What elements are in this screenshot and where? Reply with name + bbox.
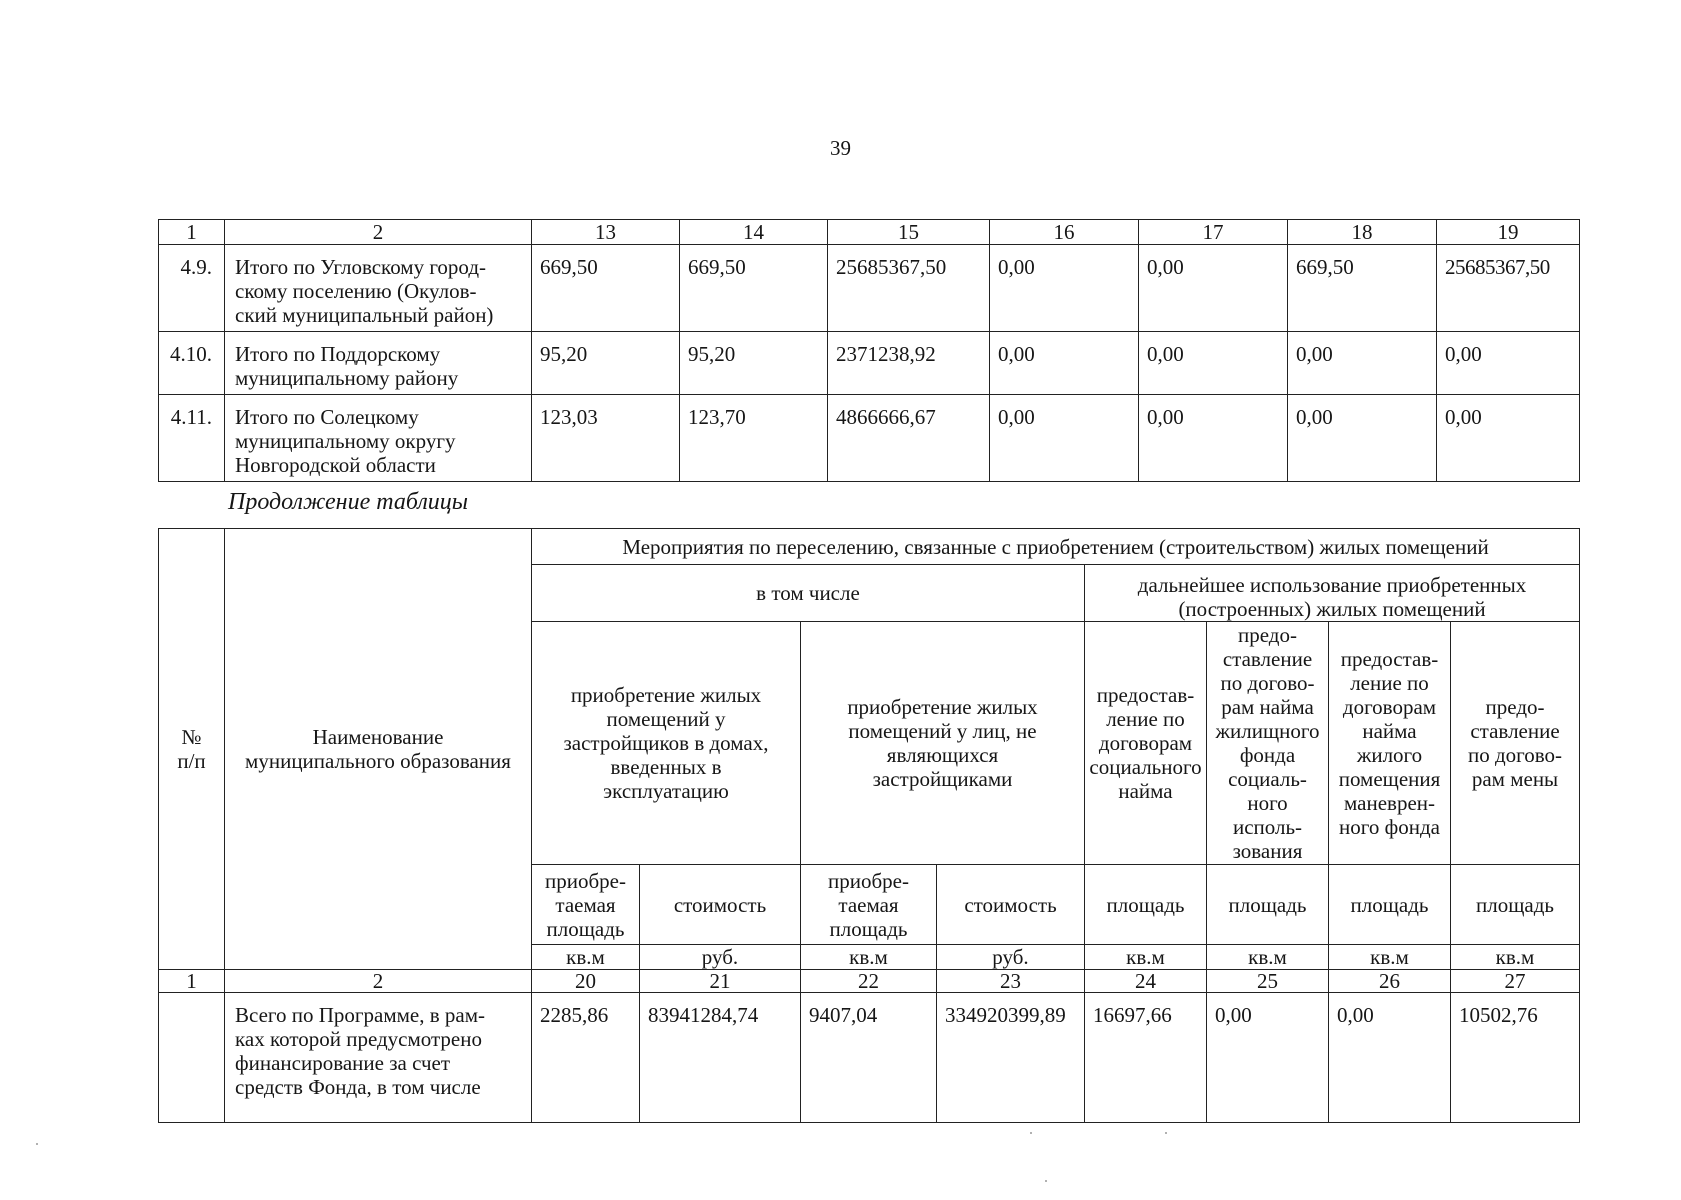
- subgroup-header-left: в том числе: [532, 565, 1085, 622]
- header-area: площадь: [1207, 865, 1329, 945]
- unit-label: кв.м: [1085, 945, 1207, 970]
- header-acquisition-developers: приобретение жилых помещений у застройщиков в домах, введенных в эксплуатацию: [532, 622, 801, 865]
- unit-label: руб.: [640, 945, 801, 970]
- value-cell: 0,00: [1437, 395, 1580, 482]
- value-cell: 0,00: [1139, 332, 1288, 395]
- column-number: 14: [680, 220, 828, 245]
- subgroup-header-right: дальнейшее использование приобретенных (построенных) жилых помещений: [1085, 565, 1580, 622]
- value-cell: 0,00: [1139, 245, 1288, 332]
- value-cell: 83941284,74: [640, 993, 801, 1123]
- row-number: 4.9.: [159, 245, 225, 332]
- value-cell: 669,50: [1288, 245, 1437, 332]
- row-number: 4.11.: [159, 395, 225, 482]
- column-number: 2: [225, 220, 532, 245]
- column-number: 19: [1437, 220, 1580, 245]
- column-number: 13: [532, 220, 680, 245]
- column-number-row: [159, 970, 1580, 993]
- header-acquisition-non-developers: приобретение жилых помещений у лиц, не являющихся застройщиками: [801, 622, 1085, 865]
- value-cell: 95,20: [680, 332, 828, 395]
- column-number: 21: [640, 970, 801, 993]
- value-cell: 0,00: [990, 332, 1139, 395]
- page-number: 39: [830, 136, 851, 160]
- header-area: площадь: [1329, 865, 1451, 945]
- value-cell: 0,00: [1139, 395, 1288, 482]
- row-number: 4.10.: [159, 332, 225, 395]
- column-number: 20: [532, 970, 640, 993]
- value-cell: 10502,76: [1451, 993, 1580, 1123]
- table-continuation-caption: Продолжение таблицы: [228, 489, 469, 515]
- header-row: [159, 529, 1580, 565]
- value-cell: 2371238,92: [828, 332, 990, 395]
- municipality-name: Итого по Солецкому муниципальному округу Новгородской области: [225, 395, 532, 482]
- value-cell: 0,00: [990, 395, 1139, 482]
- value-cell: 0,00: [1288, 395, 1437, 482]
- column-number: 24: [1085, 970, 1207, 993]
- value-cell: 4866666,67: [828, 395, 990, 482]
- value-cell: 25685367,50: [828, 245, 990, 332]
- scan-speck: [1165, 1132, 1167, 1134]
- column-number: 15: [828, 220, 990, 245]
- column-number: 27: [1451, 970, 1580, 993]
- table-row: [159, 332, 1580, 395]
- continuation-table: [158, 528, 1580, 1123]
- column-number: 26: [1329, 970, 1451, 993]
- column-header-name: Наименование муниципального образования: [225, 529, 532, 970]
- value-cell: 0,00: [1207, 993, 1329, 1123]
- scan-speck: [1045, 1180, 1047, 1182]
- municipality-name: Итого по Угловскому город- скому поселению (Окулов- ский муниципальный район): [225, 245, 532, 332]
- value-cell: 123,03: [532, 395, 680, 482]
- value-cell: 0,00: [1437, 332, 1580, 395]
- scan-speck: [36, 1143, 38, 1145]
- header-social-fund-lease: предо- ставление по догово- рам найма жилищного фонда социаль- ного исполь- зования: [1207, 622, 1329, 865]
- municipality-name: Итого по Поддорскому муниципальному району: [225, 332, 532, 395]
- header-area: площадь: [1085, 865, 1207, 945]
- scan-speck: [1030, 1132, 1032, 1134]
- header-exchange: предо- ставление по догово- рам мены: [1451, 622, 1580, 865]
- value-cell: 669,50: [532, 245, 680, 332]
- value-cell: 16697,66: [1085, 993, 1207, 1123]
- value-cell: 95,20: [532, 332, 680, 395]
- value-cell: 0,00: [990, 245, 1139, 332]
- column-number: 22: [801, 970, 937, 993]
- header-area: площадь: [1451, 865, 1580, 945]
- unit-label: кв.м: [1207, 945, 1329, 970]
- row-number: [159, 993, 225, 1123]
- unit-label: кв.м: [1451, 945, 1580, 970]
- column-number: 1: [159, 220, 225, 245]
- header-cost: стоимость: [937, 865, 1085, 945]
- group-header: Мероприятия по переселению, связанные с приобретением (строительством) жилых помещений: [532, 529, 1580, 565]
- header-cost: стоимость: [640, 865, 801, 945]
- header-area-acquired: приобре- таемая площадь: [532, 865, 640, 945]
- table-row: [159, 993, 1580, 1123]
- header-area-acquired: приобре- таемая площадь: [801, 865, 937, 945]
- unit-label: кв.м: [1329, 945, 1451, 970]
- value-cell: 25685367,50: [1437, 245, 1580, 332]
- column-number: 17: [1139, 220, 1288, 245]
- column-number: 23: [937, 970, 1085, 993]
- continued-table-top: [158, 219, 1580, 482]
- unit-label: кв.м: [532, 945, 640, 970]
- value-cell: 669,50: [680, 245, 828, 332]
- column-header-number: № п/п: [159, 529, 225, 970]
- unit-label: кв.м: [801, 945, 937, 970]
- column-number: 1: [159, 970, 225, 993]
- column-number-row: [159, 220, 1580, 245]
- value-cell: 123,70: [680, 395, 828, 482]
- unit-label: руб.: [937, 945, 1085, 970]
- value-cell: 0,00: [1288, 332, 1437, 395]
- value-cell: 0,00: [1329, 993, 1451, 1123]
- value-cell: 2285,86: [532, 993, 640, 1123]
- value-cell: 334920399,89: [937, 993, 1085, 1123]
- table-row: [159, 395, 1580, 482]
- header-maneuver-fund-lease: предостав- ление по договорам найма жилого помещения маневрен- ного фонда: [1329, 622, 1451, 865]
- municipality-name: Всего по Программе, в рам- ках которой предусмотрено финансирование за счет средств Фонда, в том числе: [225, 993, 532, 1123]
- column-number: 25: [1207, 970, 1329, 993]
- table-row: [159, 245, 1580, 332]
- column-number: 16: [990, 220, 1139, 245]
- header-social-lease: предостав- ление по договорам социального найма: [1085, 622, 1207, 865]
- column-number: 18: [1288, 220, 1437, 245]
- column-number: 2: [225, 970, 532, 993]
- value-cell: 9407,04: [801, 993, 937, 1123]
